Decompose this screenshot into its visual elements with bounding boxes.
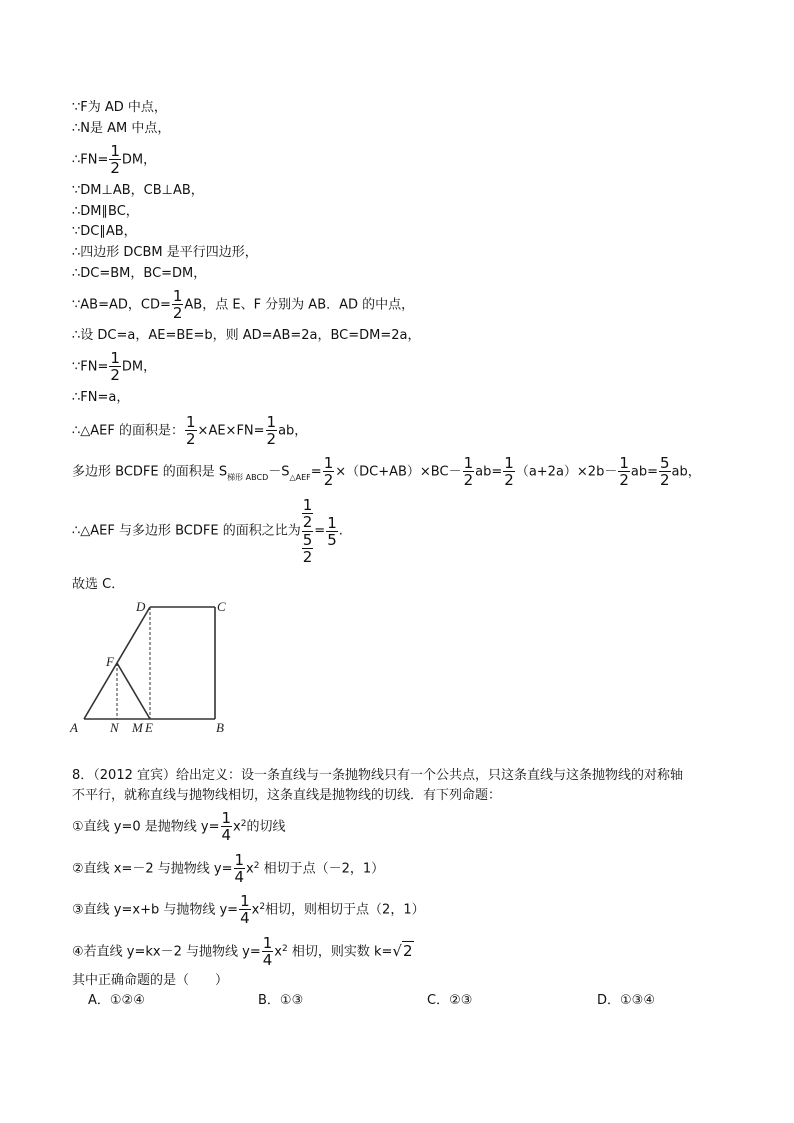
label-c: C: [217, 599, 226, 614]
label-a: A: [70, 720, 78, 735]
radicand: 2: [402, 941, 413, 960]
numerator: 5: [302, 531, 313, 549]
text: ④若直线 y=kx－2 与抛物线 y=: [72, 944, 261, 960]
text: ∴△AEF 的面积是：: [72, 423, 184, 439]
fraction: [302, 497, 314, 532]
text: ab，: [278, 423, 308, 439]
fraction: [109, 143, 121, 177]
denominator: 2: [619, 471, 629, 489]
question-ask: 其中正确命题的是（ ）: [72, 973, 229, 988]
numerator: 1: [186, 413, 196, 431]
solution-line: ∴DC=BM，BC=DM，: [72, 266, 207, 281]
fraction: [618, 455, 630, 489]
text: AB，点 E、F 分别为 AB．AD 的中点，: [184, 297, 415, 313]
text: ∵FN=: [72, 359, 109, 375]
option-a[interactable]: A．①②④: [88, 993, 145, 1008]
solution-line: ∵F为 AD 中点，: [72, 100, 167, 115]
fraction: [262, 935, 274, 969]
text: ×AE×FN=: [197, 423, 265, 439]
fraction: [323, 455, 335, 489]
geometry-figure: [66, 598, 246, 738]
text: 多边形 BCDFE 的面积是 S: [72, 464, 228, 480]
numerator: 1: [619, 454, 629, 472]
text: ab，: [671, 464, 701, 480]
numerator: 5: [660, 454, 670, 472]
solution-line: 故选 C．: [72, 577, 125, 592]
question-stem: 8．（2012 宜宾）给出定义：设一条直线与一条抛物线只有一个公共点，只这条直线与这条抛物线的对称轴: [72, 768, 683, 783]
solution-line: [72, 414, 307, 448]
fraction: [221, 810, 233, 844]
numerator: 1: [327, 513, 337, 532]
denominator: 4: [221, 826, 232, 844]
solution-line: [72, 288, 414, 322]
solution-line: [72, 455, 701, 489]
denominator: 4: [234, 868, 245, 886]
proposition-2: [72, 852, 384, 886]
denominator: 2: [302, 548, 313, 566]
text: （a+2a）×2b－: [515, 464, 618, 480]
solution-line: ∴四边形 DCBM 是平行四边形，: [72, 245, 258, 260]
denominator: 5: [327, 530, 337, 549]
numerator: 1: [302, 496, 313, 514]
text: =: [310, 464, 322, 480]
superscript: 2: [253, 860, 260, 871]
text: x: [246, 861, 254, 877]
numerator: 1: [323, 454, 334, 472]
numerator: 1: [234, 851, 245, 869]
denominator: 4: [240, 909, 250, 927]
segment-fe: [117, 663, 150, 719]
solution-line: [72, 497, 343, 566]
denominator: 2: [463, 471, 474, 489]
text: ①直线 y=0 是抛物线 y=: [72, 819, 220, 835]
text: 相切，则实数 k=: [291, 944, 393, 960]
denominator: 2: [110, 159, 120, 177]
fraction: [172, 288, 184, 322]
option-c[interactable]: C．②③: [427, 993, 473, 1008]
numerator: 1: [262, 934, 273, 952]
denominator: 4: [262, 951, 273, 969]
denominator: 2: [323, 471, 334, 489]
text: ③直线 y=x+b 与抛物线 y=: [72, 902, 239, 918]
text: ab=: [630, 464, 658, 480]
fraction: [266, 414, 278, 448]
label-e: E: [145, 720, 153, 735]
denominator: 2: [266, 430, 277, 448]
proposition-3: [72, 893, 425, 927]
text: ∴△AEF 与多边形 BCDFE 的面积之比为: [72, 523, 301, 539]
denominator: 2: [302, 513, 313, 531]
text: ∵AB=AD，CD=: [72, 297, 171, 313]
text: ∴FN=: [72, 152, 109, 168]
numerator: 1: [110, 349, 120, 367]
text: =: [314, 523, 326, 539]
denominator: 2: [172, 304, 183, 322]
fraction: [239, 893, 251, 927]
fraction: [659, 455, 671, 489]
superscript: 2: [259, 901, 266, 912]
denominator: 2: [186, 430, 196, 448]
text: DM，: [121, 152, 157, 168]
label-f: F: [106, 654, 114, 669]
text: ×（DC+AB）×BC－: [335, 464, 462, 480]
text: DM，: [121, 359, 157, 375]
label-n: N: [110, 720, 119, 735]
superscript: 2: [281, 943, 288, 954]
fraction: [185, 414, 197, 448]
option-d[interactable]: D．①③④: [597, 993, 655, 1008]
superscript: 2: [240, 818, 247, 829]
proposition-1: [72, 810, 286, 844]
label-b: B: [216, 720, 224, 735]
text: x: [233, 819, 241, 835]
numerator: 1: [504, 454, 514, 472]
numerator: 1: [221, 809, 232, 827]
text: ab=: [475, 464, 503, 480]
numerator: 1: [266, 413, 277, 431]
text: .: [338, 523, 343, 539]
fraction: [302, 532, 314, 566]
fraction: [503, 455, 515, 489]
text: 的切线: [246, 819, 286, 835]
fraction: [326, 515, 338, 549]
fraction: [109, 350, 121, 384]
solution-line: [72, 143, 156, 177]
sqrt: √2: [392, 941, 413, 960]
denominator: 2: [660, 471, 670, 489]
solution-line: ∵DM⊥AB，CB⊥AB，: [72, 183, 204, 198]
solution-line: ∴DM∥BC，: [72, 204, 139, 219]
solution-line: ∴设 DC=a，AE=BE=b，则 AD=AB=2a，BC=DM=2a，: [72, 328, 421, 343]
text: x: [274, 944, 282, 960]
solution-line: ∵DC∥AB，: [72, 224, 137, 239]
numerator: 1: [240, 892, 250, 910]
text: 相切于点（－2，1）: [263, 861, 385, 877]
text: ②直线 x=－2 与抛物线 y=: [72, 861, 233, 877]
numerator: 1: [172, 287, 183, 305]
solution-line: ∴FN=a，: [72, 390, 130, 405]
numerator: 1: [110, 142, 120, 160]
denominator: 2: [110, 366, 120, 384]
text: －S: [268, 464, 290, 480]
option-b[interactable]: B．①③: [258, 993, 304, 1008]
label-d: D: [136, 599, 146, 614]
denominator: 2: [504, 471, 514, 489]
complex-fraction: [301, 497, 315, 566]
proposition-4: [72, 935, 414, 969]
label-m: M: [132, 720, 143, 735]
text: x: [251, 902, 260, 918]
solution-line: [72, 350, 156, 384]
subscript: △AEF: [289, 472, 311, 482]
text: 相切，则相切于点（2，1）: [265, 902, 425, 918]
question-stem: 不平行，就称直线与抛物线相切，这条直线是抛物线的切线．有下列命题：: [72, 788, 502, 803]
solution-line: ∴N是 AM 中点，: [72, 121, 171, 136]
fraction: [463, 455, 475, 489]
fraction: [234, 852, 246, 886]
numerator: 1: [463, 454, 474, 472]
subscript: 梯形 ABCD: [227, 472, 269, 482]
